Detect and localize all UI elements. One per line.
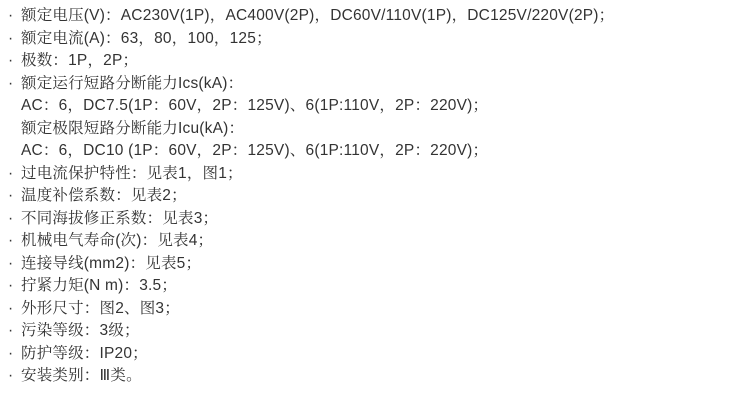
spec-line bbox=[8, 365, 749, 388]
bullet-icon: · bbox=[8, 7, 14, 24]
spec-line-text: AC：6，DC7.5(1P：60V，2P：125V)、6(1P:110V，2P：220V)； bbox=[21, 97, 489, 114]
bullet-icon: · bbox=[8, 299, 14, 317]
spec-line bbox=[8, 118, 749, 141]
spec-line bbox=[8, 185, 749, 208]
bullet-icon: · bbox=[8, 367, 14, 384]
spec-line bbox=[8, 28, 749, 51]
spec-line bbox=[8, 140, 749, 163]
spec-line-text: 机械电气寿命(次)：见表4； bbox=[21, 232, 214, 249]
spec-line-text: 额定电压(V)：AC230V(1P)，AC400V(2P)，DC60V/110V(1P)，DC125V/220V(2P)； bbox=[21, 7, 615, 24]
spec-line-text: 防护等级：IP20； bbox=[21, 344, 148, 362]
bullet-icon: · bbox=[8, 74, 14, 92]
spec-line bbox=[8, 298, 749, 321]
bullet-icon: · bbox=[8, 209, 14, 227]
spec-line-text: 拧紧力矩(N m)：3.5； bbox=[21, 277, 178, 294]
spec-line-text: 连接导线(mm2)：见表5； bbox=[21, 254, 202, 272]
bullet-icon: · bbox=[8, 254, 14, 272]
spec-line-text: 不同海拔修正系数：见表3； bbox=[21, 209, 219, 227]
spec-line-text: 额定运行短路分断能力Ics(kA)： bbox=[21, 74, 244, 92]
bullet-icon: · bbox=[8, 344, 14, 362]
bullet-icon: · bbox=[8, 322, 14, 339]
bullet-icon: · bbox=[8, 232, 14, 249]
spec-line bbox=[8, 50, 749, 73]
spec-line bbox=[8, 73, 749, 96]
bullet-icon: · bbox=[8, 164, 14, 182]
spec-line bbox=[8, 320, 749, 343]
spec-line bbox=[8, 95, 749, 118]
bullet-icon: · bbox=[8, 52, 14, 69]
spec-list bbox=[8, 5, 749, 388]
spec-line bbox=[8, 5, 749, 28]
bullet-icon: · bbox=[8, 187, 14, 204]
spec-line bbox=[8, 163, 749, 186]
spec-line-text: 极数：1P，2P； bbox=[21, 52, 139, 69]
spec-line-text: 过电流保护特性：见表1，图1； bbox=[21, 164, 243, 182]
spec-line-text: 额定极限短路分断能力Icu(kA)： bbox=[21, 119, 245, 137]
spec-line bbox=[8, 230, 749, 253]
spec-line bbox=[8, 253, 749, 276]
spec-line-text: 安装类别：Ⅲ类。 bbox=[21, 367, 142, 384]
spec-line-text: 温度补偿系数：见表2； bbox=[21, 187, 187, 204]
bullet-icon: · bbox=[8, 29, 14, 47]
spec-line-text: 额定电流(A)：63，80，100，125； bbox=[21, 29, 272, 47]
spec-line bbox=[8, 275, 749, 298]
spec-line-text: AC：6，DC10 (1P：60V，2P：125V)、6(1P:110V，2P：220V)； bbox=[21, 142, 489, 159]
bullet-icon: · bbox=[8, 277, 14, 294]
spec-line bbox=[8, 343, 749, 366]
spec-line bbox=[8, 208, 749, 231]
spec-line-text: 污染等级：3级； bbox=[21, 322, 140, 339]
spec-line-text: 外形尺寸：图2、图3； bbox=[21, 299, 180, 317]
